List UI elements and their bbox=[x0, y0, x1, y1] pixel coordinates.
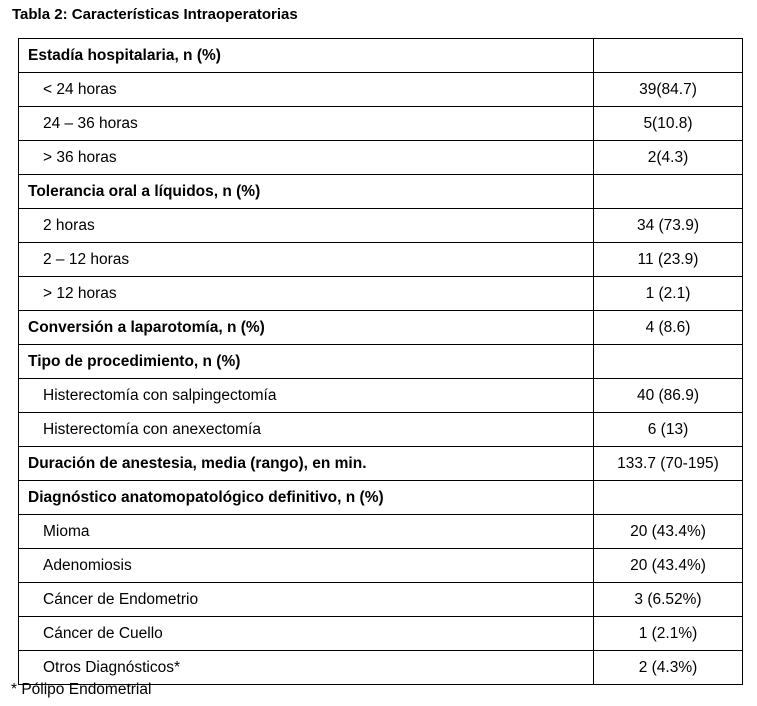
table-row bbox=[19, 583, 743, 617]
section-label-cell: Conversión a laparotomía, n (%) bbox=[19, 311, 594, 345]
row-label-cell: Cáncer de Cuello bbox=[19, 617, 594, 651]
row-value-cell: 39(84.7) bbox=[594, 73, 743, 107]
row-label-cell: < 24 horas bbox=[19, 73, 594, 107]
row-value-cell bbox=[594, 39, 743, 73]
section-label-cell: Tolerancia oral a líquidos, n (%) bbox=[19, 175, 594, 209]
row-value-cell bbox=[594, 481, 743, 515]
intraoperative-characteristics-table bbox=[18, 38, 743, 685]
row-label-cell: Otros Diagnósticos* bbox=[19, 651, 594, 685]
table-section-row bbox=[19, 39, 743, 73]
table-row bbox=[19, 617, 743, 651]
row-label-cell: > 12 horas bbox=[19, 277, 594, 311]
table-section-row bbox=[19, 175, 743, 209]
row-label-cell: Mioma bbox=[19, 515, 594, 549]
row-value-cell: 3 (6.52%) bbox=[594, 583, 743, 617]
row-value-cell: 2 (4.3%) bbox=[594, 651, 743, 685]
row-label-cell: 2 – 12 horas bbox=[19, 243, 594, 277]
table-section-row bbox=[19, 345, 743, 379]
section-label-cell: Diagnóstico anatomopatológico definitivo, n (%) bbox=[19, 481, 594, 515]
row-value-cell: 6 (13) bbox=[594, 413, 743, 447]
table-row bbox=[19, 141, 743, 175]
section-label-cell: Duración de anestesia, media (rango), en min. bbox=[19, 447, 594, 481]
row-label-cell: Cáncer de Endometrio bbox=[19, 583, 594, 617]
row-value-cell: 34 (73.9) bbox=[594, 209, 743, 243]
row-value-cell: 1 (2.1%) bbox=[594, 617, 743, 651]
table-footnote: * Pólipo Endometrial bbox=[11, 681, 152, 698]
row-label-cell: > 36 horas bbox=[19, 141, 594, 175]
table-row bbox=[19, 243, 743, 277]
row-label-cell: Histerectomía con salpingectomía bbox=[19, 379, 594, 413]
section-label-cell: Tipo de procedimiento, n (%) bbox=[19, 345, 594, 379]
row-value-cell: 11 (23.9) bbox=[594, 243, 743, 277]
section-label-cell: Estadía hospitalaria, n (%) bbox=[19, 39, 594, 73]
row-value-cell: 4 (8.6) bbox=[594, 311, 743, 345]
row-value-cell: 1 (2.1) bbox=[594, 277, 743, 311]
row-label-cell: Adenomiosis bbox=[19, 549, 594, 583]
table-row bbox=[19, 413, 743, 447]
row-value-cell: 5(10.8) bbox=[594, 107, 743, 141]
row-label-cell: Histerectomía con anexectomía bbox=[19, 413, 594, 447]
table-section-row bbox=[19, 447, 743, 481]
table-row bbox=[19, 515, 743, 549]
table-caption: Tabla 2: Características Intraoperatorias bbox=[12, 6, 298, 23]
row-value-cell bbox=[594, 175, 743, 209]
row-value-cell: 2(4.3) bbox=[594, 141, 743, 175]
table-row bbox=[19, 379, 743, 413]
table-section-row bbox=[19, 311, 743, 345]
row-value-cell bbox=[594, 345, 743, 379]
table-row bbox=[19, 209, 743, 243]
table-row bbox=[19, 107, 743, 141]
table-row bbox=[19, 549, 743, 583]
row-label-cell: 24 – 36 horas bbox=[19, 107, 594, 141]
table-body bbox=[19, 39, 743, 685]
row-value-cell: 133.7 (70-195) bbox=[594, 447, 743, 481]
row-value-cell: 20 (43.4%) bbox=[594, 515, 743, 549]
table-section-row bbox=[19, 481, 743, 515]
row-label-cell: 2 horas bbox=[19, 209, 594, 243]
table-row bbox=[19, 277, 743, 311]
row-value-cell: 40 (86.9) bbox=[594, 379, 743, 413]
row-value-cell: 20 (43.4%) bbox=[594, 549, 743, 583]
table-row bbox=[19, 73, 743, 107]
